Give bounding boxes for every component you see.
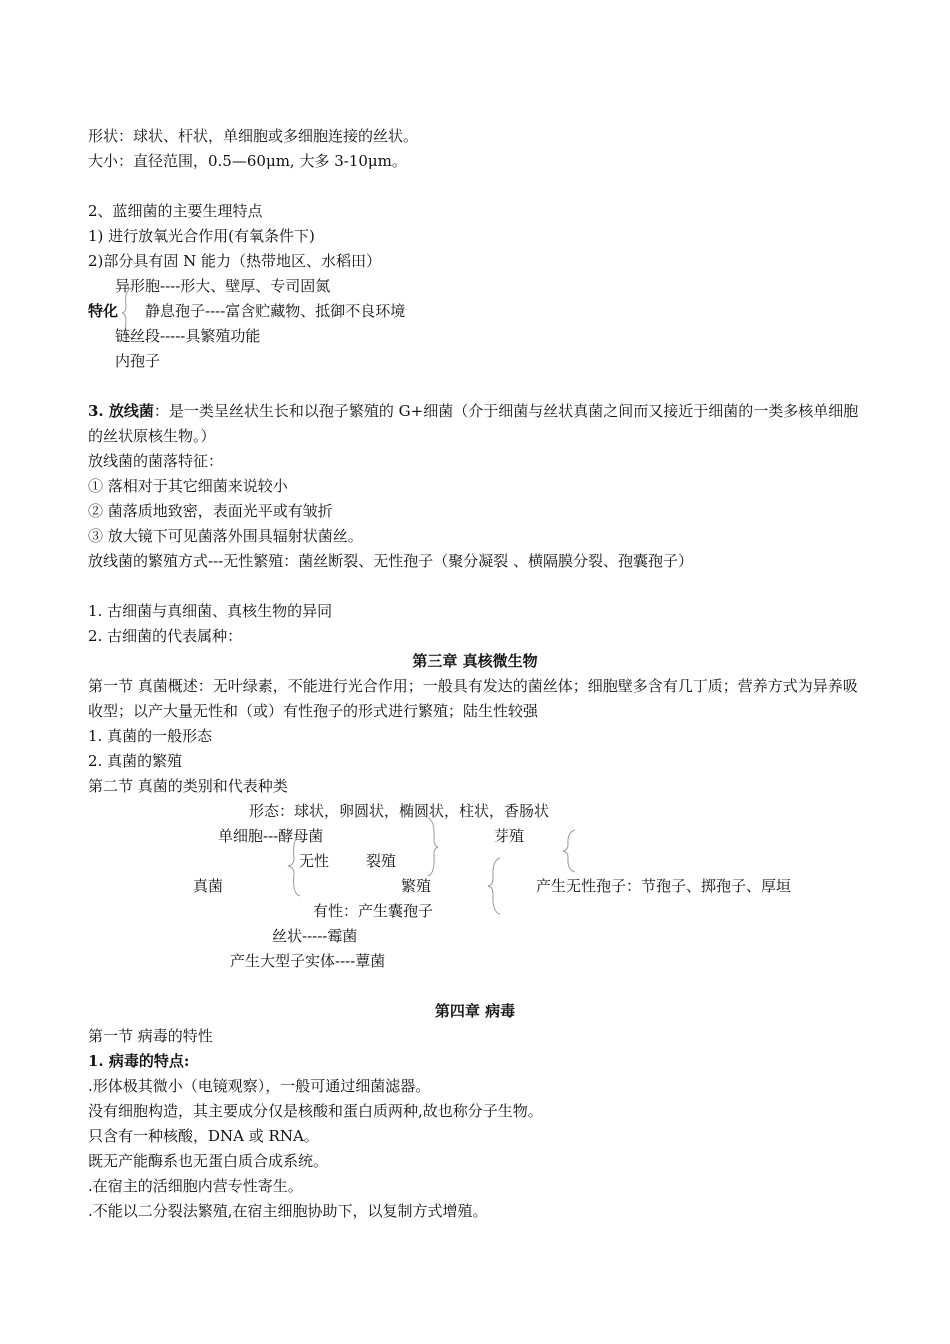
tree-node-morphology: 形态：球状，卵圆状，椭圆状，柱状，香肠状 <box>249 802 550 820</box>
colony-item: ① 落相对于其它细菌来说较小 <box>88 477 288 495</box>
tree-node-mushroom: 产生大型子实体----蕈菌 <box>230 952 386 970</box>
brace-icon <box>563 830 575 872</box>
tree-node-root: 真菌 <box>193 877 224 895</box>
feature-item: .不能以二分裂法繁殖,在宿主细胞协助下，以复制方式增殖。 <box>88 1202 488 1220</box>
brace-icon <box>428 818 438 876</box>
specialization-label: 特化 <box>88 302 119 320</box>
feature-item: 没有细胞构造，其主要成分仅是核酸和蛋白质两种,故也称分子生物。 <box>88 1102 543 1120</box>
feature-item: 只含有一种核酸，DNA 或 RNA。 <box>88 1127 319 1145</box>
tree-node-mold: 丝状-----霉菌 <box>272 927 358 945</box>
list-item: 1. 古细菌与真细菌、真核生物的异同 <box>88 602 333 620</box>
tree-node-fission: 裂殖 <box>366 852 397 870</box>
section-heading: 2、蓝细菌的主要生理特点 <box>88 202 263 220</box>
section-heading: 第一节 病毒的特性 <box>88 1027 213 1045</box>
brace-icon <box>488 858 500 914</box>
chapter-title: 第四章 病毒 <box>434 1002 516 1020</box>
size-line: 大小：直径范围，0.5—60μm, 大多 3-10μm。 <box>88 152 407 170</box>
actinomycetes-number: 3. <box>88 402 109 420</box>
list-item: 1. 真菌的一般形态 <box>88 727 213 745</box>
specialization-item: 静息孢子----富含贮藏物、抵御不良环境 <box>145 302 406 320</box>
shape-line: 形状：球状、杆状，单细胞或多细胞连接的丝状。 <box>88 127 419 145</box>
feature-item: 既无产能酶系也无蛋白质合成系统。 <box>88 1152 329 1170</box>
chapter-title: 第三章 真核微生物 <box>412 652 538 670</box>
feature-heading: 1. 病毒的特点: <box>88 1052 190 1070</box>
tree-node-spores: 产生无性孢子：节孢子、掷孢子、厚垣 <box>536 877 792 895</box>
list-item: 2)部分具有固 N 能力（热带地区、水稻田） <box>88 252 382 270</box>
colony-item: ② 菌落质地致密，表面光平或有皱折 <box>88 502 333 520</box>
tree-node-reproduction: 繁殖 <box>401 877 432 895</box>
specialization-item: 异形胞----形大、壁厚、专司固氮 <box>115 277 331 295</box>
list-item: 1) 进行放氧光合作用(有氧条件下) <box>88 227 315 245</box>
feature-item: .在宿主的活细胞内营专性寄生。 <box>88 1177 303 1195</box>
actinomycetes-definition <box>88 399 868 449</box>
section-heading: 第二节 真菌的类别和代表种类 <box>88 777 288 795</box>
specialization-item: 链丝段-----具繁殖功能 <box>115 327 261 345</box>
reproduction-line: 放线菌的繁殖方式---无性繁殖：菌丝断裂、无性孢子（聚分凝裂 、横隔膜分裂、孢囊孢子） <box>88 552 693 570</box>
feature-item: .形体极其微小（电镜观察），一般可通过细菌滤器。 <box>88 1077 431 1095</box>
actinomycetes-term: 放线菌 <box>108 402 154 420</box>
brace-icon <box>288 836 302 896</box>
tree-node-yeast: 单细胞---酵母菌 <box>218 827 324 845</box>
specialization-item: 内孢子 <box>115 352 161 370</box>
tree-node-asexual: 无性 <box>299 852 330 870</box>
colony-heading: 放线菌的菌落特征： <box>88 452 224 470</box>
colony-item: ③ 放大镜下可见菌落外围具辐射状菌丝。 <box>88 527 363 545</box>
section-paragraph: 第一节 真菌概述：无叶绿素，不能进行光合作用；一般具有发达的菌丝体；细胞壁多含有几丁质；营养方式为异养吸收型；以产大量无性和（或）有性孢子的形式进行繁殖；陆生性较强 <box>88 677 858 720</box>
list-item: 2. 古细菌的代表属种： <box>88 627 243 645</box>
actinomycetes-text: ：是一类呈丝状生长和以孢子繁殖的 G+细菌（介于细菌与丝状真菌之间而又接近于细菌的一类多核单细胞的丝状原核生物。） <box>88 402 859 445</box>
list-item: 2. 真菌的繁殖 <box>88 752 183 770</box>
tree-node-sexual: 有性：产生囊孢子 <box>313 902 434 920</box>
tree-node-budding: 芽殖 <box>494 827 525 845</box>
